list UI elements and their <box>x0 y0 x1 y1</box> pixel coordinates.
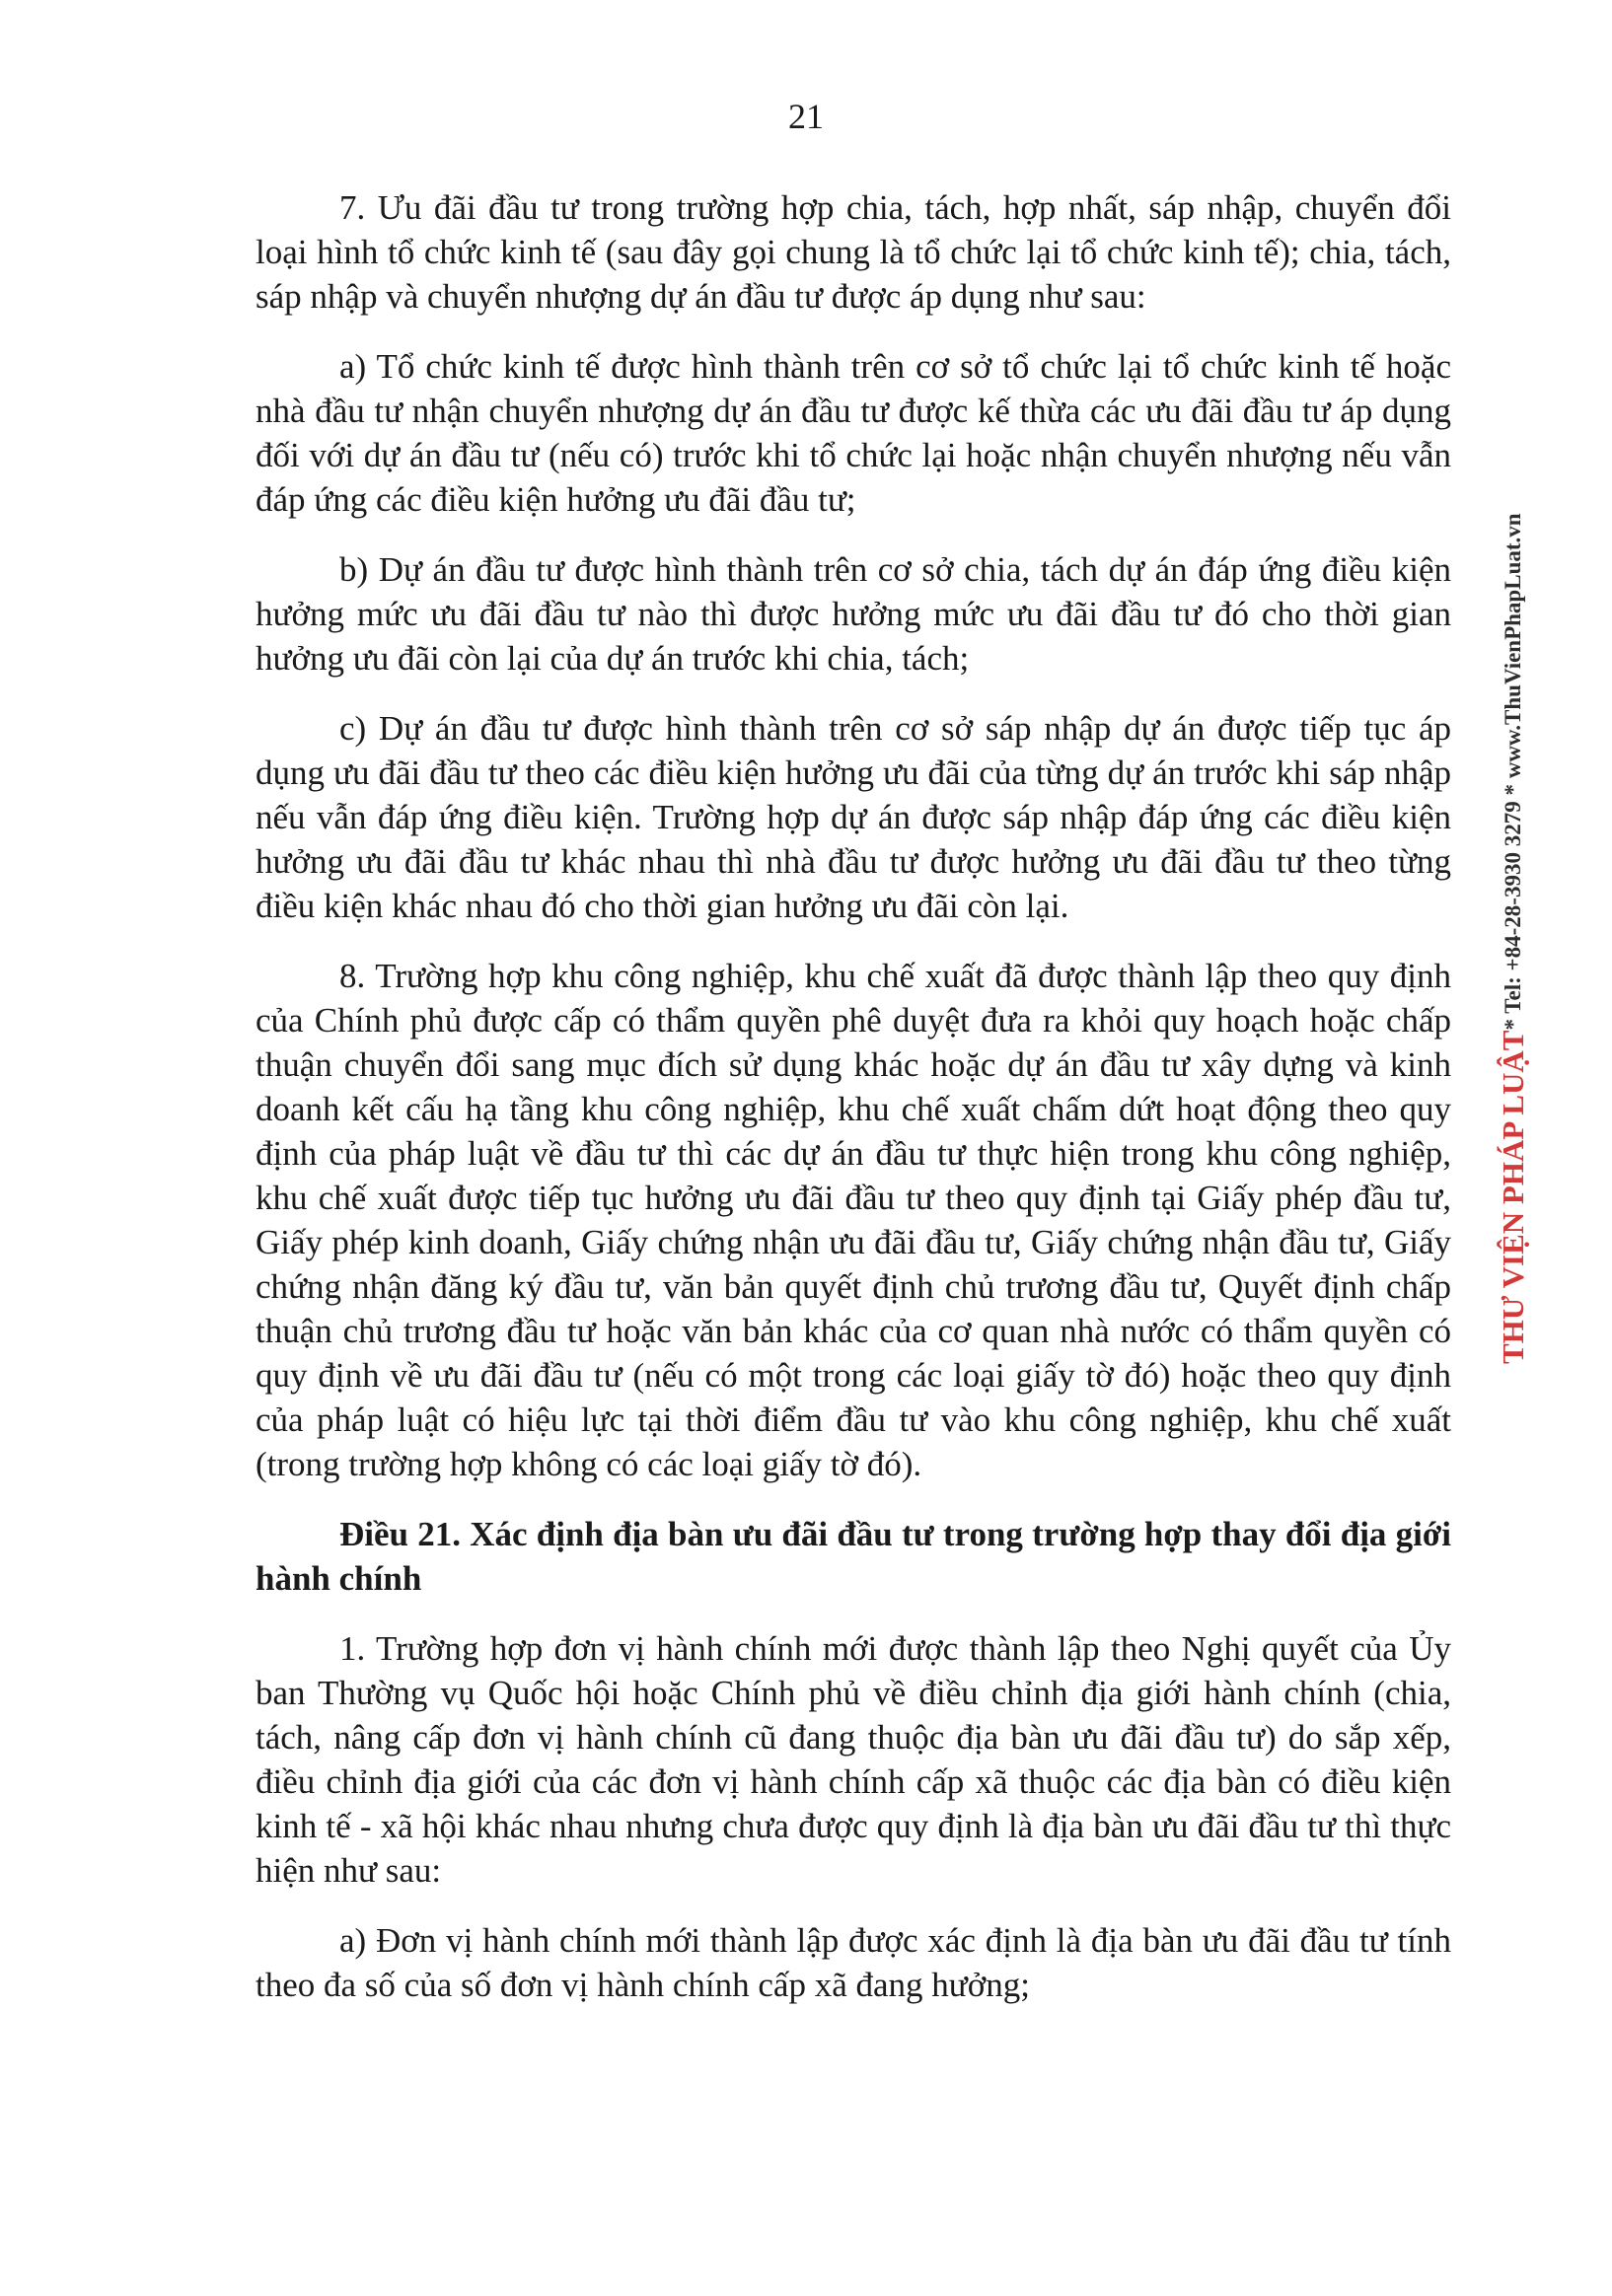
paragraph-7b: b) Dự án đầu tư được hình thành trên cơ sở chia, tách dự án đáp ứng điều kiện hưởng mức ưu đãi đầu tư nào thì được hưởng mức ưu đãi đầu tư đó cho thời gian hưởng ưu đãi còn lại của dự án trước khi chia, tách; <box>256 550 1451 678</box>
paragraph-8: 8. Trường hợp khu công nghiệp, khu chế xuất đã được thành lập theo quy định của Chính phủ được cấp có thẩm quyền phê duyệt đưa ra khỏi quy hoạch hoặc chấp thuận chuyển đổi sang mục đích sử dụng khác hoặc dự án đầu tư xây dựng và kinh doanh kết cấu hạ tầng khu công nghiệp, khu chế xuất chấm dứt hoạt động theo quy định của pháp luật về đầu tư thì các dự án đầu tư thực hiện trong khu công nghiệp, khu chế xuất được tiếp tục hưởng ưu đãi đầu tư theo quy định tại Giấy phép đầu tư, Giấy phép kinh doanh, Giấy chứng nhận ưu đãi đầu tư, Giấy chứng nhận đầu tư, Giấy chứng nhận đăng ký đầu tư, văn bản quyết định chủ trương đầu tư, Quyết định chấp thuận chủ trương đầu tư hoặc văn bản khác của cơ quan nhà nước có thẩm quyền có quy định về ưu đãi đầu tư (nếu có một trong các loại giấy tờ đó) hoặc theo quy định của pháp luật có hiệu lực tại thời điểm đầu tư vào khu công nghiệp, khu chế xuất (trong trường hợp không có các loại giấy tờ đó). <box>256 957 1451 1483</box>
paragraph-21-1: 1. Trường hợp đơn vị hành chính mới được thành lập theo Nghị quyết của Ủy ban Thường vụ Quốc hội hoặc Chính phủ về điều chỉnh địa giới hành chính (chia, tách, nâng cấp đơn vị hành chính cũ đang thuộc địa bàn ưu đãi đầu tư) do sắp xếp, điều chỉnh địa giới của các đơn vị hành chính cấp xã thuộc các địa bàn có điều kiện kinh tế - xã hội khác nhau nhưng chưa được quy định là địa bàn ưu đãi đầu tư thì thực hiện như sau: <box>256 1629 1451 1890</box>
paragraph-7a: a) Tổ chức kinh tế được hình thành trên cơ sở tổ chức lại tổ chức kinh tế hoặc nhà đầu tư nhận chuyển nhượng dự án đầu tư được kế thừa các ưu đãi đầu tư áp dụng đối với dự án đầu tư (nếu có) trước khi tổ chức lại hoặc nhận chuyển nhượng nếu vẫn đáp ứng các điều kiện hưởng ưu đãi đầu tư; <box>256 347 1451 519</box>
paragraph-21-1a: a) Đơn vị hành chính mới thành lập được xác định là địa bàn ưu đãi đầu tư tính theo đa số của số đơn vị hành chính cấp xã đang hưởng; <box>256 1921 1451 2004</box>
article-21-heading: Điều 21. Xác định địa bàn ưu đãi đầu tư trong trường hợp thay đổi địa giới hành chính <box>256 1515 1451 1598</box>
document-body <box>256 185 1451 2033</box>
paragraph-7: 7. Ưu đãi đầu tư trong trường hợp chia, tách, hợp nhất, sáp nhập, chuyển đổi loại hình tổ chức kinh tế (sau đây gọi chung là tổ chức lại tổ chức kinh tế); chia, tách, sáp nhập và chuyển nhượng dự án đầu tư được áp dụng như sau: <box>256 188 1451 316</box>
watermark-contact: * Tel: +84-28-3930 3279 * www.ThuVienPhapLuat.vn <box>1501 513 1525 1031</box>
watermark <box>1488 513 1539 1499</box>
page-number: 21 <box>788 97 824 136</box>
watermark-brand: THƯ VIỆN PHÁP LUẬT <box>1496 1030 1530 1364</box>
paragraph-7c: c) Dự án đầu tư được hình thành trên cơ sở sáp nhập dự án được tiếp tục áp dụng ưu đãi đầu tư theo các điều kiện hưởng ưu đãi của từng dự án trước khi sáp nhập nếu vẫn đáp ứng điều kiện. Trường hợp dự án được sáp nhập đáp ứng các điều kiện hưởng ưu đãi đầu tư khác nhau thì nhà đầu tư được hưởng ưu đãi đầu tư theo từng điều kiện khác nhau đó cho thời gian hưởng ưu đãi còn lại. <box>256 709 1451 925</box>
